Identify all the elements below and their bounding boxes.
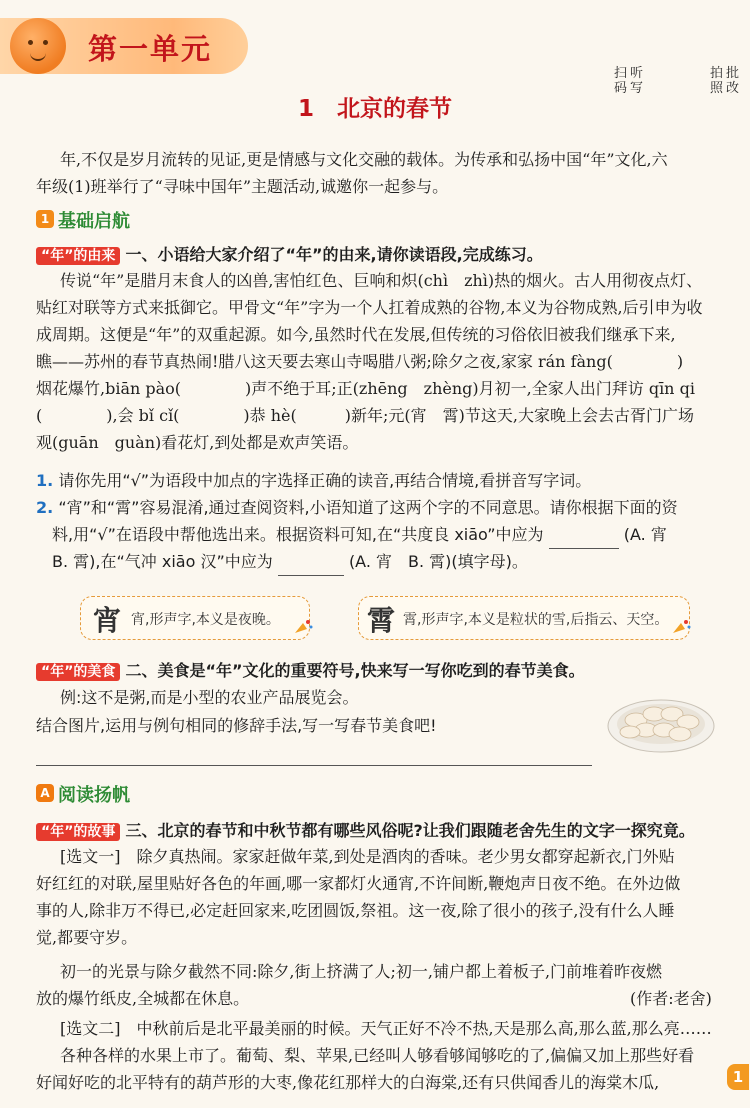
task2-tag: “年”的美食 [36,663,120,681]
reading1-line-1: [选文一] 除夕真热闹。家家赶做年菜,到处是酒肉的香味。老少男女都穿起新衣,门外贴 [60,847,675,866]
q2-line-3b: (A. 宵 B. 霄)(填字母)。 [348,552,528,571]
note1-text: 宵,形声字,本义是夜晚。 [131,612,280,628]
passage-line-1: 传说“年”是腊月末食人的凶兽,害怕红色、巨响和炽(chì zhì)热的烟火。古人用彻夜点灯、 [60,271,703,290]
passage-line-4: 瞧——苏州的春节真热闹!腊八这天要去寒山寺喝腊八粥;除夕之夜,家家 rán fàng( ) [36,352,684,371]
section-badge-icon: A [36,784,54,802]
qr-photo-col-2: 批 改 [725,66,739,96]
definition-note-xiao-sky [358,596,690,640]
passage-line-3: 成周期。这便是“年”的双重起源。如今,虽然时代在发展,但传统的习俗依旧被我们继承下来, [36,325,676,344]
task1-title: 一、小语给大家介绍了“年”的由来,请你读语段,完成练习。 [125,245,543,264]
mascot-icon [10,18,66,74]
definition-note-xiao-night [80,596,310,640]
q2-line-3a: B. 霄),在“气冲 xiāo 汉”中应为 [52,552,273,571]
reading2-line-3: 好闻好吃的北平特有的葫芦形的大枣,像花红那样大的白海棠,还有只供闻香儿的海棠木瓜, [36,1073,660,1092]
task2-title: 二、美食是“年”文化的重要符号,快来写一写你吃到的春节美食。 [125,661,585,680]
q2-number: 2. [36,498,54,517]
passage-line-5: 烟花爆竹,biān pào( )声不绝于耳;正(zhēng zhèng)月初一,全家人出门拜访 qīn qi [36,379,695,398]
reading1-line-3: 事的人,除非万不得已,必定赶回家来,吃团圆饭,祭祖。这一夜,除了很小的孩子,没有什么人睡 [36,901,675,920]
task2-example: 例:这不是粥,而是小型的农业产品展览会。 [60,688,359,707]
reading1-line-6: 放的爆竹纸皮,全城都在休息。 [36,989,250,1008]
question-2-line-3 [52,548,528,576]
q1-text: 请你先用“√”为语段中加点的字选择正确的读音,再结合情境,看拼音写字词。 [58,471,592,490]
dumplings-plate-image [606,686,716,756]
reading2-line-1: [选文二] 中秋前后是北平最美丽的时候。天气正好不冷不热,天是那么高,那么蓝,那么亮…… [60,1019,712,1038]
lesson-title: 1 北京的春节 [297,96,452,122]
question-2 [36,494,736,521]
intro-line-2: 年级(1)班举行了“寻味中国年”主题活动,诚邀你一起参与。 [36,177,449,196]
question-1 [36,467,591,494]
section-title-reading: 阅读扬帆 [58,785,130,806]
section-title-basics: 基础启航 [58,211,130,232]
task2-header [36,658,585,681]
answer-blank-1[interactable] [549,521,619,549]
qr-scan-col-2: 听 写 [629,66,643,96]
task2-prompt: 结合图片,运用与例句相同的修辞手法,写一写春节美食吧! [36,716,437,735]
note1-char: 宵 [93,604,122,637]
note2-text: 霄,形声字,本义是粒状的雪,后指云、天空。 [403,612,669,628]
qr-photo-col-1: 拍 照 [709,66,723,96]
qr-scan-col-1: 扫 码 [613,66,627,96]
party-popper-icon [293,619,313,635]
reading1-line-2: 好红红的对联,屋里贴好各色的年画,哪一家都灯火通宵,不许间断,鞭炮声日夜不绝。在外边做 [36,874,681,893]
answer-blank-2[interactable] [278,548,344,576]
task1-header [36,242,543,265]
q1-number: 1. [36,471,54,490]
party-popper-icon [671,619,691,635]
unit-title: 第一单元 [88,32,213,66]
intro-line-1: 年,不仅是岁月流转的见证,更是情感与文化交融的载体。为传承和弘扬中国“年”文化,六 [60,150,668,169]
reading2-line-2: 各种各样的水果上市了。葡萄、梨、苹果,已经叫人够看够闻够吃的了,偏偏又加上那些好看 [60,1046,695,1065]
q2-line-2a: 料,用“√”在语段中帮他选出来。根据资料可知,在“共度良 xiāo”中应为 [52,525,544,544]
task2-answer-line[interactable] [36,765,592,766]
task1-tag: “年”的由来 [36,247,120,265]
task3-header [36,818,695,841]
passage-line-6: ( ),会 bǐ cǐ( )恭 hè( )新年;元(宵 霄)节这天,大家晚上会去古胥门广场 [36,406,694,425]
q2-line-2b: (A. 宵 [623,525,667,544]
section-badge-icon: 1 [36,210,54,228]
passage-line-7: 观(guān guàn)看花灯,到处都是欢声笑语。 [36,433,359,452]
page-number: 1 [727,1064,749,1090]
note2-char: 霄 [367,604,396,637]
task3-title: 三、北京的春节和中秋节都有哪些风俗呢?让我们跟随老舍先生的文字一探究竟。 [125,821,695,840]
reading1-author: (作者:老舍) [630,989,712,1008]
question-2-line-2 [52,521,667,549]
q2-line-1: “宵”和“霄”容易混淆,通过查阅资料,小语知道了这两个字的不同意思。请你根据下面的资 [58,498,678,517]
reading1-line-5: 初一的光景与除夕截然不同:除夕,街上挤满了人;初一,铺户都上着板子,门前堆着昨夜燃 [60,962,663,981]
passage-line-2: 贴红对联等方式来抵御它。甲骨文“年”字为一个人扛着成熟的谷物,本义为谷物成熟,后引申为收 [36,298,703,317]
task3-tag: “年”的故事 [36,823,120,841]
reading1-line-4: 觉,都要守岁。 [36,928,138,947]
